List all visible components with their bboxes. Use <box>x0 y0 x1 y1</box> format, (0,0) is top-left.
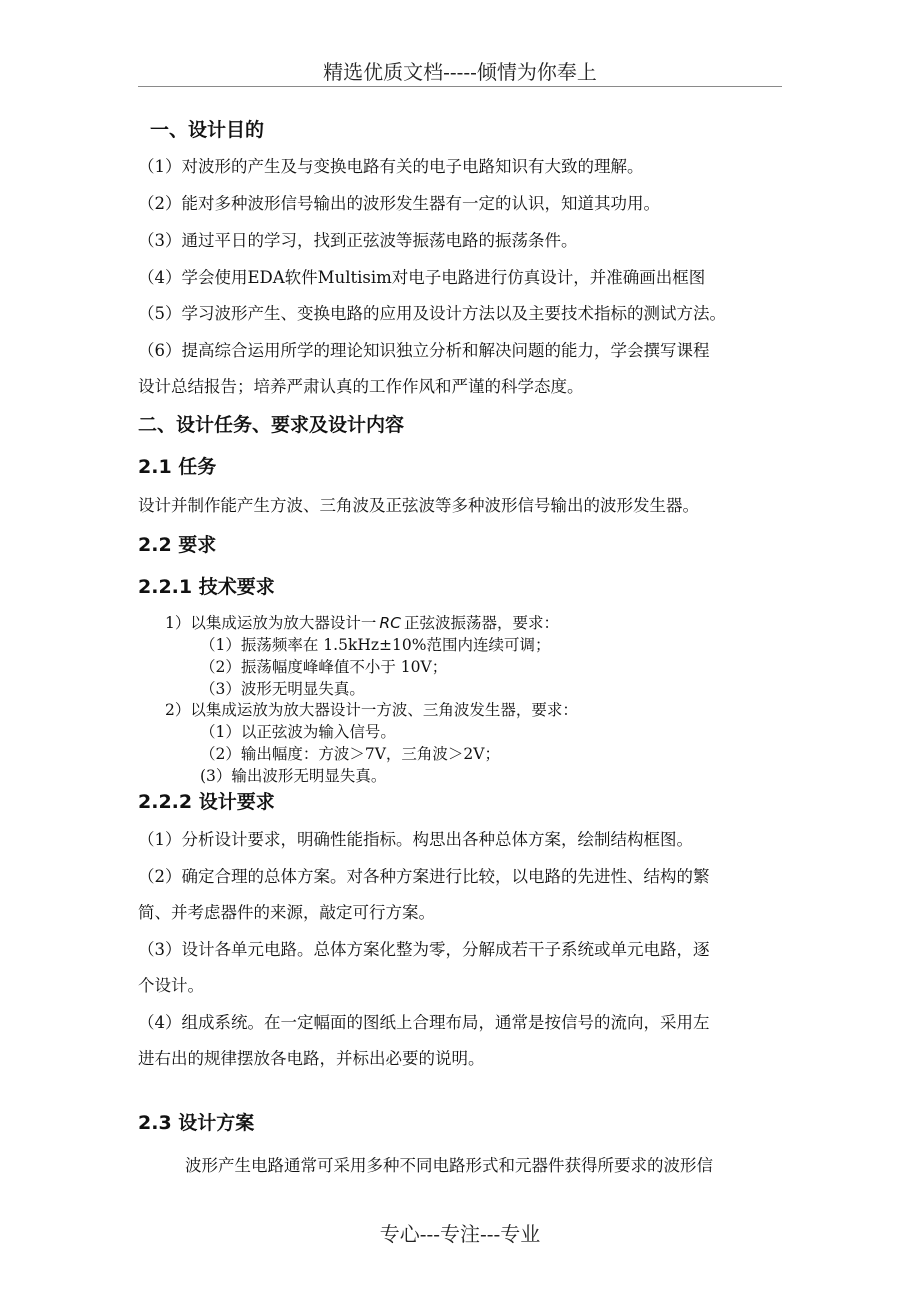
rc-symbol: RC <box>379 614 401 632</box>
requirements-heading: 2.2 要求 <box>138 534 217 556</box>
design-item: （2）确定合理的总体方案。对各种方案进行比较，以电路的先进性、结构的繁 <box>138 867 710 886</box>
design-item: 个设计。 <box>138 976 204 995</box>
design-item: （4）组成系统。在一定幅面的图纸上合理布局，通常是按信号的流向，采用左 <box>138 1013 710 1032</box>
objective-item: （4）学会使用EDA软件Multisim对电子电路进行仿真设计，并准确画出框图 <box>138 268 706 287</box>
tech-requirement-1-tail: 正弦波振荡器，要求： <box>403 614 559 632</box>
design-item: （3）设计各单元电路。总体方案化整为零，分解成若干子系统或单元电路，逐 <box>138 940 710 959</box>
page-header: 精选优质文档-----倾情为你奉上 <box>323 60 597 84</box>
objective-item: 设计总结报告；培养严肃认真的工作作风和严谨的科学态度。 <box>138 377 584 396</box>
design-item: 简、并考虑器件的来源，敲定可行方案。 <box>138 903 435 922</box>
objective-item: （1）对波形的产生及与变换电路有关的电子电路知识有大致的理解。 <box>138 157 644 176</box>
tech-requirement-1c: （3）波形无明显失真。 <box>200 680 365 698</box>
section-1-heading: 一、设计目的 <box>150 119 265 141</box>
page-footer: 专心---专注---专业 <box>379 1222 541 1246</box>
design-item: （1）分析设计要求，明确性能指标。构思出各种总体方案，绘制结构框图。 <box>138 830 693 849</box>
tech-requirements-heading: 2.2.1 技术要求 <box>138 576 275 598</box>
tech-requirement-1a: （1）振荡频率在 1.5kHz±10%范围内连续可调； <box>200 636 551 654</box>
tech-requirement-2: 2）以集成运放为放大器设计一方波、三角波发生器，要求： <box>165 701 578 719</box>
design-requirements-heading: 2.2.2 设计要求 <box>138 791 275 813</box>
section-2-heading: 二、设计任务、要求及设计内容 <box>138 414 405 436</box>
design-item: 进右出的规律摆放各电路，并标出必要的说明。 <box>138 1049 485 1068</box>
design-scheme-text: 波形产生电路通常可采用多种不同电路形式和元器件获得所要求的波形信 <box>185 1156 713 1175</box>
objective-item: （3）通过平日的学习，找到正弦波等振荡电路的振荡条件。 <box>138 231 578 250</box>
task-text: 设计并制作能产生方波、三角波及正弦波等多种波形信号输出的波形发生器。 <box>138 496 699 515</box>
tech-requirement-2a: （1）以正弦波为输入信号。 <box>200 723 396 741</box>
tech-requirement-1b: （2）振荡幅度峰峰值不小于 10V； <box>200 658 448 676</box>
tech-requirement-2c: (3）输出波形无明显失真。 <box>200 767 387 785</box>
task-heading: 2.1 任务 <box>138 456 217 478</box>
tech-requirement-2b: （2）输出幅度：方波＞7V，三角波＞2V； <box>200 745 500 763</box>
design-scheme-heading: 2.3 设计方案 <box>138 1112 255 1134</box>
tech-requirement-1-text: 1）以集成运放为放大器设计一 <box>165 614 377 632</box>
header-divider <box>138 86 782 87</box>
objective-item: （5）学习波形产生、变换电路的应用及设计方法以及主要技术指标的测试方法。 <box>138 304 726 323</box>
tech-requirement-1 <box>165 611 559 633</box>
objective-item: （2）能对多种波形信号输出的波形发生器有一定的认识，知道其功用。 <box>138 194 660 213</box>
objective-item: （6）提高综合运用所学的理论知识独立分析和解决问题的能力，学会撰写课程 <box>138 341 710 360</box>
